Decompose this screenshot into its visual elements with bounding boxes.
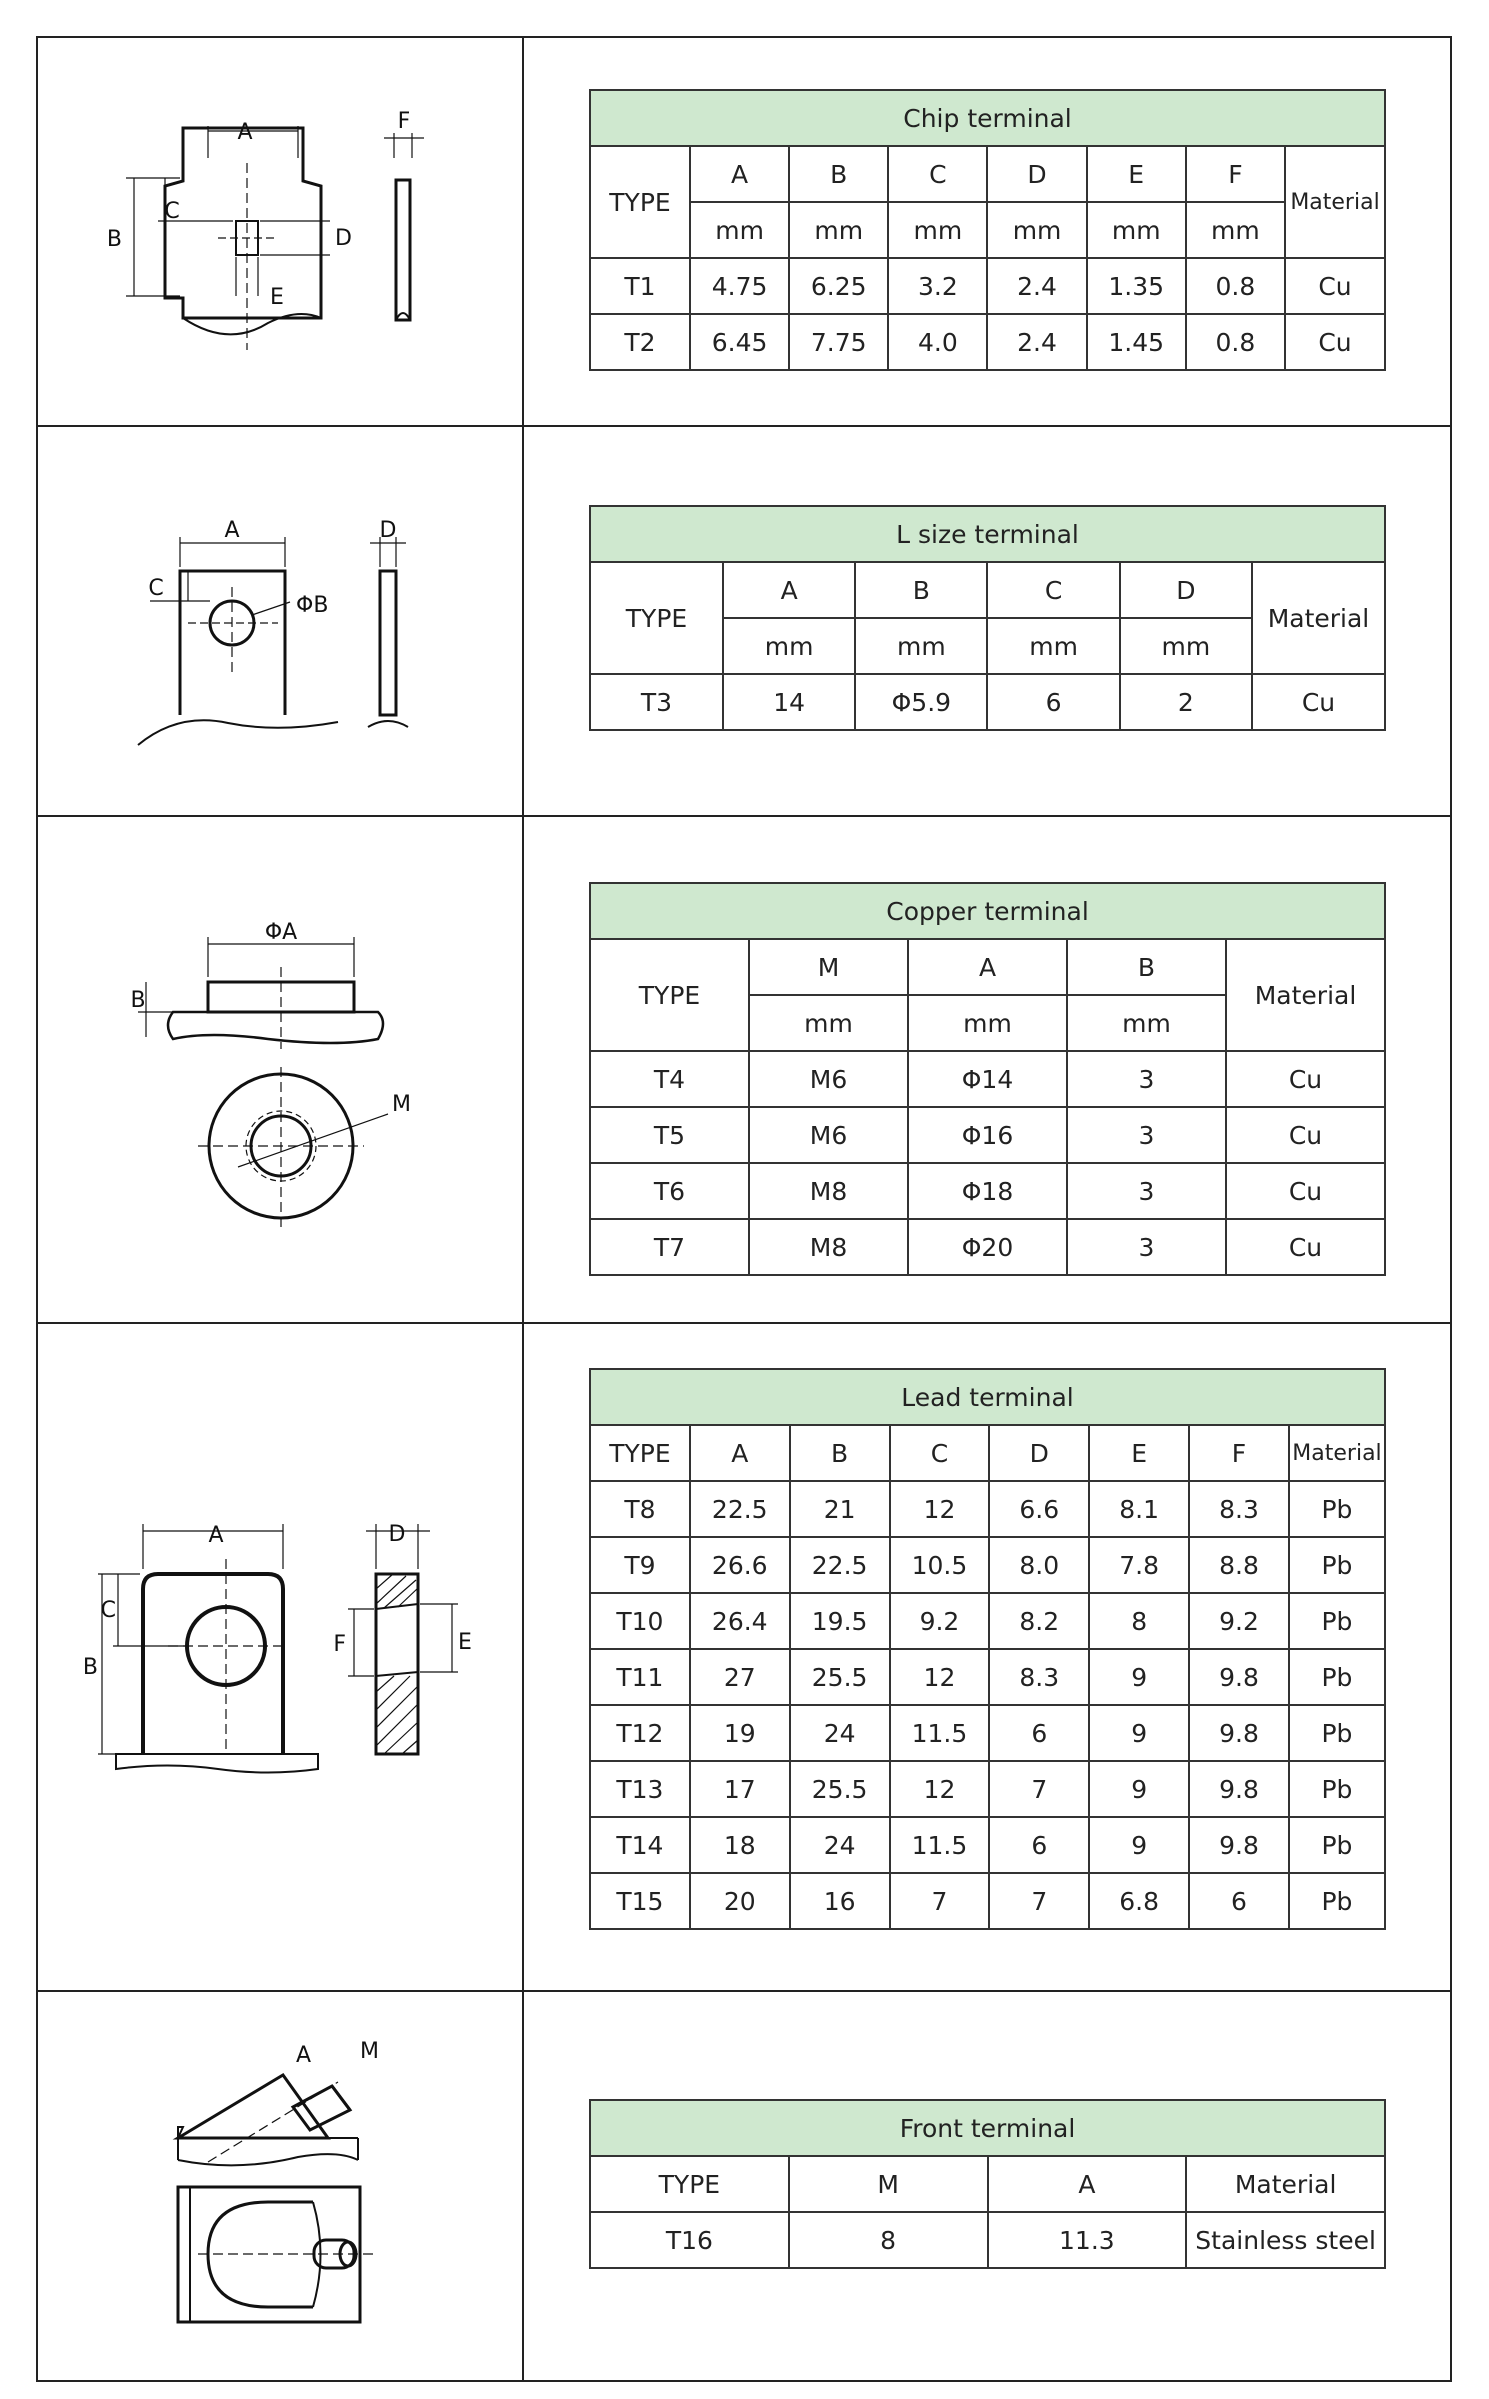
- front-dim-a: A: [296, 2043, 312, 2068]
- value-cell: Pb: [1289, 1649, 1385, 1705]
- value-cell: 1.45: [1087, 314, 1186, 370]
- value-cell: 9: [1089, 1705, 1189, 1761]
- type-cell: T4: [590, 1051, 749, 1107]
- value-cell: 10.5: [890, 1537, 990, 1593]
- value-cell: 9.2: [890, 1593, 990, 1649]
- table-row: [590, 1163, 1385, 1219]
- table-row: [590, 1817, 1385, 1873]
- value-cell: 9: [1089, 1649, 1189, 1705]
- l-size-terminal-table: [589, 505, 1386, 731]
- type-cell: T2: [590, 314, 690, 370]
- table-row: [590, 1761, 1385, 1817]
- row-front-terminal: [38, 1992, 1450, 2382]
- value-cell: 8.1: [1089, 1481, 1189, 1537]
- front-terminal-table: [589, 2099, 1386, 2269]
- value-cell: 4.0: [888, 314, 987, 370]
- chip-terminal-title: Chip terminal: [590, 90, 1385, 146]
- type-cell: T3: [590, 674, 723, 730]
- chip-terminal-table: [589, 89, 1386, 371]
- value-cell: 7.8: [1089, 1537, 1189, 1593]
- type-cell: T12: [590, 1705, 690, 1761]
- chip-dim-d: D: [335, 226, 352, 251]
- value-cell: 22.5: [690, 1481, 790, 1537]
- chip-dim-a: A: [237, 120, 253, 145]
- chip-type-header: TYPE: [590, 146, 690, 258]
- copper-header-m: M: [749, 939, 908, 995]
- value-cell: M6: [749, 1107, 908, 1163]
- value-cell: 9.8: [1189, 1705, 1289, 1761]
- value-cell: Pb: [1289, 1481, 1385, 1537]
- value-cell: 3: [1067, 1219, 1226, 1275]
- value-cell: 6.25: [789, 258, 888, 314]
- value-cell: 19: [690, 1705, 790, 1761]
- lead-header-c: C: [890, 1425, 990, 1481]
- lsize-header-c: C: [987, 562, 1119, 618]
- front-terminal-rows: [590, 2212, 1385, 2268]
- copper-terminal-diagram: [38, 817, 524, 1322]
- chip-header-b: B: [789, 146, 888, 202]
- copper-header-a: A: [908, 939, 1067, 995]
- lsize-dim-c: C: [148, 576, 164, 601]
- value-cell: 2.4: [987, 258, 1086, 314]
- value-cell: 14: [723, 674, 855, 730]
- copper-dim-a: ΦA: [264, 920, 298, 945]
- chip-header-e: E: [1087, 146, 1186, 202]
- value-cell: 6: [1189, 1873, 1289, 1929]
- value-cell: Cu: [1226, 1219, 1385, 1275]
- l-size-terminal-table-area: [524, 427, 1450, 815]
- lsize-dim-b: ΦB: [296, 593, 329, 618]
- value-cell: 8.3: [989, 1649, 1089, 1705]
- table-row: [590, 1219, 1385, 1275]
- value-cell: 12: [890, 1649, 990, 1705]
- type-cell: T14: [590, 1817, 690, 1873]
- value-cell: Cu: [1226, 1051, 1385, 1107]
- front-dim-m: M: [360, 2039, 379, 2064]
- front-terminal-diagram: [38, 1992, 524, 2382]
- lead-header-e: E: [1089, 1425, 1189, 1481]
- value-cell: 6: [989, 1817, 1089, 1873]
- value-cell: 6.8: [1089, 1873, 1189, 1929]
- row-lead-terminal: [38, 1324, 1450, 1992]
- copper-dim-m: M: [392, 1092, 411, 1117]
- lsize-unit: mm: [723, 618, 855, 674]
- value-cell: 26.6: [690, 1537, 790, 1593]
- table-row: [590, 1705, 1385, 1761]
- value-cell: Cu: [1226, 1107, 1385, 1163]
- value-cell: 6: [989, 1705, 1089, 1761]
- table-row: [590, 1051, 1385, 1107]
- value-cell: 27: [690, 1649, 790, 1705]
- lsize-type-header: TYPE: [590, 562, 723, 674]
- table-row: [590, 2212, 1385, 2268]
- value-cell: 17: [690, 1761, 790, 1817]
- value-cell: 8.8: [1189, 1537, 1289, 1593]
- table-row: [590, 1649, 1385, 1705]
- value-cell: 7: [989, 1761, 1089, 1817]
- value-cell: Pb: [1289, 1873, 1385, 1929]
- chip-unit: mm: [690, 202, 789, 258]
- value-cell: Pb: [1289, 1817, 1385, 1873]
- type-cell: T6: [590, 1163, 749, 1219]
- value-cell: 24: [790, 1817, 890, 1873]
- lead-type-header: TYPE: [590, 1425, 690, 1481]
- front-header-m: M: [789, 2156, 988, 2212]
- row-l-size-terminal: [38, 427, 1450, 817]
- table-row: [590, 1873, 1385, 1929]
- value-cell: 25.5: [790, 1649, 890, 1705]
- table-row: [590, 1481, 1385, 1537]
- front-terminal-table-area: [524, 1992, 1450, 2382]
- lead-header-f: F: [1189, 1425, 1289, 1481]
- value-cell: 19.5: [790, 1593, 890, 1649]
- copper-type-header: TYPE: [590, 939, 749, 1051]
- lead-dim-c: C: [100, 1598, 116, 1623]
- lead-material-header: Material: [1289, 1425, 1385, 1481]
- value-cell: Pb: [1289, 1593, 1385, 1649]
- l-size-terminal-diagram: [38, 427, 524, 815]
- lsize-header-d: D: [1120, 562, 1252, 618]
- chip-header-a: A: [690, 146, 789, 202]
- value-cell: 9.2: [1189, 1593, 1289, 1649]
- front-terminal-title: Front terminal: [590, 2100, 1385, 2156]
- lead-terminal-title: Lead terminal: [590, 1369, 1385, 1425]
- value-cell: 25.5: [790, 1761, 890, 1817]
- chip-material-header: Material: [1285, 146, 1385, 258]
- value-cell: 11.5: [890, 1705, 990, 1761]
- copper-unit: mm: [1067, 995, 1226, 1051]
- chip-dim-f: F: [397, 109, 411, 134]
- value-cell: Cu: [1285, 314, 1385, 370]
- chip-dim-b: B: [106, 227, 122, 252]
- value-cell: 20: [690, 1873, 790, 1929]
- type-cell: T13: [590, 1761, 690, 1817]
- lsize-material-header: Material: [1252, 562, 1385, 674]
- copper-terminal-table: [589, 882, 1386, 1276]
- value-cell: Pb: [1289, 1761, 1385, 1817]
- value-cell: 22.5: [790, 1537, 890, 1593]
- l-size-terminal-rows: [590, 674, 1385, 730]
- lsize-dim-a: A: [224, 518, 240, 543]
- value-cell: 3.2: [888, 258, 987, 314]
- value-cell: 3: [1067, 1107, 1226, 1163]
- lead-terminal-table: [589, 1368, 1386, 1930]
- type-cell: T8: [590, 1481, 690, 1537]
- value-cell: 9: [1089, 1761, 1189, 1817]
- value-cell: 21: [790, 1481, 890, 1537]
- copper-terminal-title: Copper terminal: [590, 883, 1385, 939]
- value-cell: 11.5: [890, 1817, 990, 1873]
- table-row: [590, 1537, 1385, 1593]
- value-cell: Stainless steel: [1186, 2212, 1385, 2268]
- lsize-header-b: B: [855, 562, 987, 618]
- chip-header-d: D: [987, 146, 1086, 202]
- lead-header-b: B: [790, 1425, 890, 1481]
- chip-dim-e: E: [270, 285, 284, 310]
- value-cell: Cu: [1285, 258, 1385, 314]
- value-cell: 4.75: [690, 258, 789, 314]
- lead-dim-a: A: [208, 1523, 224, 1548]
- type-cell: T9: [590, 1537, 690, 1593]
- chip-unit: mm: [1087, 202, 1186, 258]
- value-cell: 26.4: [690, 1593, 790, 1649]
- value-cell: Cu: [1226, 1163, 1385, 1219]
- front-material-header: Material: [1186, 2156, 1385, 2212]
- value-cell: M6: [749, 1051, 908, 1107]
- lead-terminal-table-area: [524, 1324, 1450, 1990]
- value-cell: Φ5.9: [855, 674, 987, 730]
- lead-dim-f: F: [333, 1632, 346, 1657]
- type-cell: T11: [590, 1649, 690, 1705]
- value-cell: 8.2: [989, 1593, 1089, 1649]
- value-cell: 1.35: [1087, 258, 1186, 314]
- lead-header-a: A: [690, 1425, 790, 1481]
- value-cell: Φ16: [908, 1107, 1067, 1163]
- chip-terminal-rows: [590, 258, 1385, 370]
- value-cell: 2: [1120, 674, 1252, 730]
- chip-unit: mm: [789, 202, 888, 258]
- table-row: [590, 1593, 1385, 1649]
- type-cell: T7: [590, 1219, 749, 1275]
- value-cell: Φ18: [908, 1163, 1067, 1219]
- lead-terminal-diagram: [38, 1324, 524, 1990]
- copper-terminal-table-area: [524, 817, 1450, 1322]
- type-cell: T1: [590, 258, 690, 314]
- copper-dim-b: B: [130, 988, 146, 1013]
- chip-unit: mm: [987, 202, 1086, 258]
- chip-header-f: F: [1186, 146, 1285, 202]
- row-chip-terminal: [38, 38, 1450, 427]
- chip-header-c: C: [888, 146, 987, 202]
- value-cell: 6.45: [690, 314, 789, 370]
- value-cell: 7.75: [789, 314, 888, 370]
- value-cell: 9.8: [1189, 1649, 1289, 1705]
- copper-terminal-rows: [590, 1051, 1385, 1275]
- value-cell: M8: [749, 1163, 908, 1219]
- table-row: [590, 1107, 1385, 1163]
- value-cell: 6: [987, 674, 1119, 730]
- value-cell: 0.8: [1186, 314, 1285, 370]
- value-cell: 6.6: [989, 1481, 1089, 1537]
- copper-unit: mm: [908, 995, 1067, 1051]
- copper-material-header: Material: [1226, 939, 1385, 1051]
- value-cell: 8: [789, 2212, 988, 2268]
- l-size-terminal-title: L size terminal: [590, 506, 1385, 562]
- lead-terminal-rows: [590, 1481, 1385, 1929]
- table-row: [590, 258, 1385, 314]
- chip-dim-c: C: [164, 199, 180, 224]
- value-cell: Cu: [1252, 674, 1385, 730]
- row-copper-terminal: [38, 817, 1450, 1324]
- value-cell: M8: [749, 1219, 908, 1275]
- value-cell: 8.3: [1189, 1481, 1289, 1537]
- type-cell: T10: [590, 1593, 690, 1649]
- chip-terminal-diagram: [38, 38, 524, 425]
- value-cell: Φ14: [908, 1051, 1067, 1107]
- value-cell: 8.0: [989, 1537, 1089, 1593]
- table-row: [590, 314, 1385, 370]
- value-cell: 18: [690, 1817, 790, 1873]
- lsize-unit: mm: [987, 618, 1119, 674]
- value-cell: 3: [1067, 1051, 1226, 1107]
- lsize-unit: mm: [855, 618, 987, 674]
- type-cell: T15: [590, 1873, 690, 1929]
- front-type-header: TYPE: [590, 2156, 789, 2212]
- lsize-unit: mm: [1120, 618, 1252, 674]
- chip-terminal-table-area: [524, 38, 1450, 425]
- spec-sheet-frame: [36, 36, 1452, 2382]
- value-cell: 8: [1089, 1593, 1189, 1649]
- value-cell: 3: [1067, 1163, 1226, 1219]
- type-cell: T16: [590, 2212, 789, 2268]
- chip-unit: mm: [1186, 202, 1285, 258]
- front-header-a: A: [988, 2156, 1187, 2212]
- value-cell: Pb: [1289, 1537, 1385, 1593]
- lead-dim-b: B: [82, 1655, 98, 1680]
- lead-header-d: D: [989, 1425, 1089, 1481]
- value-cell: Pb: [1289, 1705, 1385, 1761]
- value-cell: 12: [890, 1481, 990, 1537]
- value-cell: 9.8: [1189, 1761, 1289, 1817]
- value-cell: 9: [1089, 1817, 1189, 1873]
- lsize-header-a: A: [723, 562, 855, 618]
- type-cell: T5: [590, 1107, 749, 1163]
- value-cell: 9.8: [1189, 1817, 1289, 1873]
- lead-dim-d: D: [388, 1522, 406, 1547]
- chip-unit: mm: [888, 202, 987, 258]
- copper-header-b: B: [1067, 939, 1226, 995]
- value-cell: 0.8: [1186, 258, 1285, 314]
- value-cell: 16: [790, 1873, 890, 1929]
- value-cell: Φ20: [908, 1219, 1067, 1275]
- value-cell: 2.4: [987, 314, 1086, 370]
- value-cell: 7: [989, 1873, 1089, 1929]
- copper-unit: mm: [749, 995, 908, 1051]
- table-row: [590, 674, 1385, 730]
- value-cell: 11.3: [988, 2212, 1187, 2268]
- value-cell: 24: [790, 1705, 890, 1761]
- lsize-dim-d: D: [379, 518, 397, 543]
- value-cell: 12: [890, 1761, 990, 1817]
- lead-dim-e: E: [458, 1630, 472, 1655]
- value-cell: 7: [890, 1873, 990, 1929]
